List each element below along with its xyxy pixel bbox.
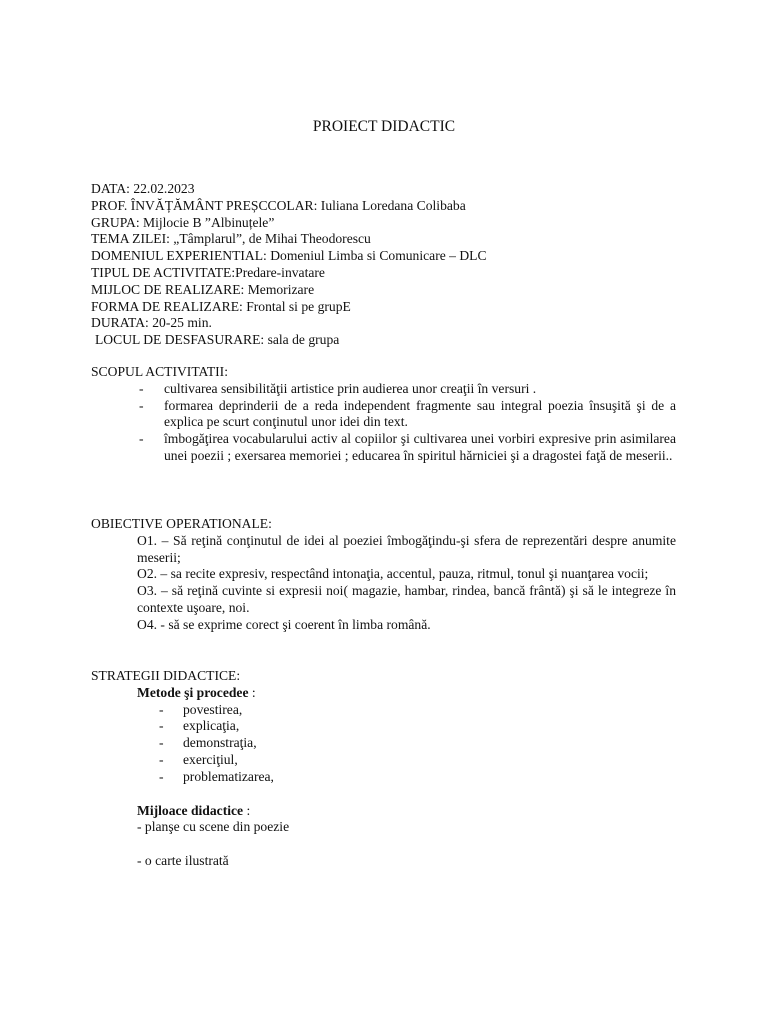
info-group: GRUPA: Mijlocie B ”Albinuțele”	[91, 214, 275, 230]
list-item: - problematizarea,	[159, 768, 274, 784]
objective-o1: O1. – Să reţină conţinutul de idei al poeziei îmbogăţindu-şi sfera de reprezentări despre anumite meserii;	[137, 532, 676, 565]
info-block	[91, 181, 676, 349]
info-theme: TEMA ZILEI: „Tâmplarul”, de Mihai Theodorescu	[91, 231, 371, 247]
list-item: - explicaţia,	[159, 718, 240, 734]
objective-o4: O4. - să se exprime corect şi coerent în limba română.	[137, 616, 431, 632]
scope-section	[91, 364, 676, 465]
methods-block	[91, 685, 676, 786]
means-block	[91, 803, 676, 870]
objectives-section	[91, 516, 676, 634]
objectives-heading: OBIECTIVE OPERATIONALE:	[91, 516, 272, 531]
info-teacher: PROF. ÎNVĂȚĂMÂNT PREȘCCOLAR: Iuliana Loredana Colibaba	[91, 197, 466, 213]
list-item: - povestirea,	[159, 701, 243, 717]
means-item: - o carte ilustrată	[137, 853, 229, 869]
list-item: - demonstraţia,	[159, 735, 257, 751]
info-duration: DURATA: 20-25 min.	[91, 315, 212, 331]
info-form: FORMA DE REALIZARE: Frontal si pe grupE	[91, 298, 351, 314]
info-means: MIJLOC DE REALIZARE: Memorizare	[91, 281, 315, 297]
info-date: DATA: 22.02.2023	[91, 181, 195, 196]
strategies-heading: STRATEGII DIDACTICE:	[91, 668, 241, 683]
means-heading: Mijloace didactice :	[137, 802, 251, 818]
objective-o2: O2. – sa recite expresiv, respectând intonaţia, accentul, pauza, ritmul, tonul şi nuanţarea vocii;	[137, 566, 649, 582]
info-domain: DOMENIUL EXPERIENTIAL: Domeniul Limba si Comunicare – DLC	[91, 248, 487, 264]
info-activity-type: TIPUL DE ACTIVITATE:Predare-invatare	[91, 264, 325, 280]
strategies-section	[91, 668, 676, 870]
list-item: - cultivarea sensibilităţii artistice prin audierea unor creaţii în versuri .	[139, 380, 537, 396]
document-title: PROIECT DIDACTIC	[312, 118, 456, 135]
methods-list	[137, 702, 676, 786]
scope-heading: SCOPUL ACTIVITATII:	[91, 364, 228, 379]
list-item: - formarea deprinderii de a reda independent fragmente sau integral poezia însuşită şi de a explica pe scurt conţinutul unor idei din text.	[139, 397, 676, 430]
objective-o3: O3. – să reţină cuvinte si expresii noi( magazie, hambar, rindea, bancă frântă) şi să le integreze în contexte uşoare, noi.	[137, 583, 676, 615]
methods-heading: Metode şi procedee :	[137, 684, 256, 700]
info-location: LOCUL DE DESFASURARE: sala de grupa	[95, 332, 340, 348]
means-item: - planşe cu scene din poezie	[137, 819, 290, 835]
list-item: - exerciţiul,	[159, 751, 238, 767]
list-item: - îmbogăţirea vocabularului activ al copiilor şi cultivarea unei vorbiri expresive prin asimilarea unei poezii ; exersarea memoriei ; educarea în spiritul hărniciei şi a dragostei faţă de meserii..	[139, 431, 676, 463]
scope-list	[91, 381, 676, 465]
